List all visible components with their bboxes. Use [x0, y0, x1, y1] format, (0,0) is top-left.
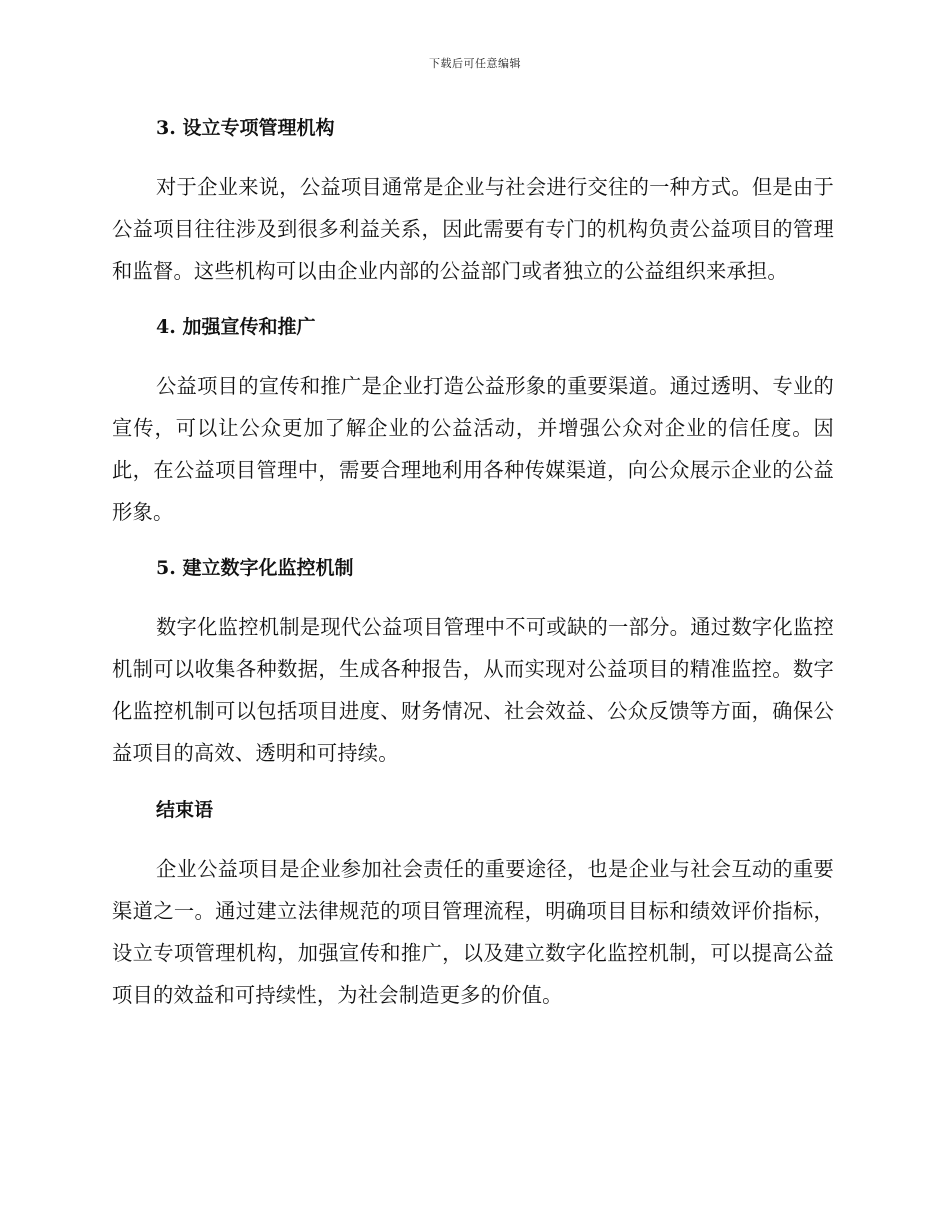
section-heading-management-agency: 3. 设立专项管理机构	[156, 117, 335, 139]
section-paragraph-management-agency: 对于企业来说，公益项目通常是企业与社会进行交往的一种方式。但是由于公益项目往往涉及到很多利益关系，因此需要有专门的机构负责公益项目的管理和监督。这些机构可以由企业内部的公益部门或者独立的公益组织来承担。	[112, 175, 834, 283]
section-heading-conclusion: 结束语	[156, 799, 214, 821]
document-body	[112, 112, 834, 1016]
section-paragraph-publicity: 公益项目的宣传和推广是企业打造公益形象的重要渠道。通过透明、专业的宣传，可以让公众更加了解企业的公益活动，并增强公众对企业的信任度。因此，在公益项目管理中，需要合理地利用各种传媒渠道，向公众展示企业的公益形象。	[112, 374, 834, 524]
section-heading-publicity: 4. 加强宣传和推广	[156, 316, 316, 338]
section-paragraph-digital-monitoring: 数字化监控机制是现代公益项目管理中不可或缺的一部分。通过数字化监控机制可以收集各种数据，生成各种报告，从而实现对公益项目的精准监控。数字化监控机制可以包括项目进度、财务情况、社会效益、公众反馈等方面，确保公益项目的高效、透明和可持续。	[112, 615, 834, 765]
header-note: 下载后可任意编辑	[429, 57, 521, 70]
section-paragraph-conclusion: 企业公益项目是企业参加社会责任的重要途径，也是企业与社会互动的重要渠道之一。通过建立法律规范的项目管理流程，明确项目目标和绩效评价指标，设立专项管理机构，加强宣传和推广，以及建立数字化监控机制，可以提高公益项目的效益和可持续性，为社会制造更多的价值。	[112, 857, 834, 1007]
section-heading-digital-monitoring: 5. 建立数字化监控机制	[156, 557, 354, 579]
